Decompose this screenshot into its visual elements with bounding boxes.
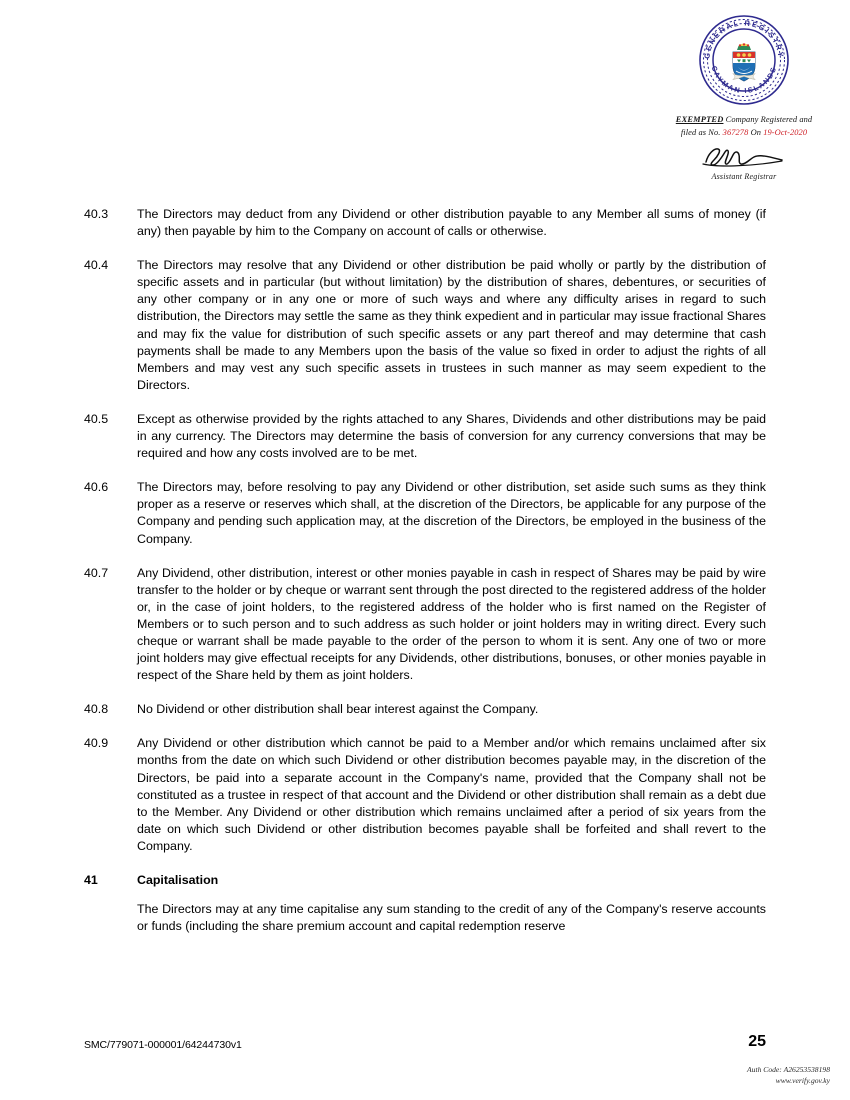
clause-number: 40.7 (84, 565, 109, 580)
stamp-on-label: On (748, 128, 764, 137)
clause-number: 40.8 (84, 702, 109, 717)
stamp-exempted-label: EXEMPTED (675, 115, 724, 124)
registry-seal-icon (692, 14, 796, 106)
stamp-registered-text: Company Registered and (723, 115, 813, 124)
assistant-registrar-caption: Assistant Registrar (711, 172, 777, 181)
verification-block (747, 1064, 830, 1086)
clause-text: Any Dividend or other distribution which cannot be paid to a Member and/or which remains unclaimed after six months from the date on which such Dividend or other distribution becomes payable may, in the discretion of the Directors, be paid into a separate account in the Company's name, provided that the Company shall not be constituted as a trustee in respect of that account and the Dividend or other distribution shall remain as a debt due to the Member. Any Dividend or other distribution which remains unclaimed after a period of six years from the date on which such Dividend or other distribution becomes payable shall be forfeited and shall revert to the Company. (137, 736, 766, 853)
document-body (84, 206, 766, 935)
clause-40-8 (84, 701, 766, 718)
registry-stamp-block (646, 14, 842, 181)
clause-40-9 (84, 735, 766, 855)
clause-text: Any Dividend, other distribution, interest or other monies payable in cash in respect of Shares may be paid by wire transfer to the holder or by cheque or warrant sent through the post directed to the registered address of the holder or, in the case of joint holders, to the registered address of the holder who is first named on the Register of Members or to such person and to such address as such holder or joint holders may in writing direct. Every such cheque or warrant shall be made payable to the order of the person to whom it is sent. Any one of two or more joint holders may give effectual receipts for any Dividends, other distributions, bonuses, or other monies payable in respect of the Share held by them as joint holders. (137, 565, 766, 683)
stamp-registration-number: 367278 (722, 128, 749, 137)
verify-url: www.verify.gov.ky (775, 1076, 830, 1085)
stamp-registered-line (646, 113, 842, 126)
stamp-filed-prefix: filed as No. (680, 128, 723, 137)
clause-40-4 (84, 257, 766, 394)
svg-text:CAYMAN ISLANDS: CAYMAN ISLANDS (709, 64, 779, 96)
auth-code: Auth Code: A26253538198 (747, 1065, 830, 1074)
stamp-filing-line (646, 126, 842, 139)
footer-document-reference: SMC/779071-000001/64244730v1 (84, 1039, 242, 1051)
section-heading-41 (84, 872, 766, 889)
page-number: 25 (748, 1033, 766, 1050)
stamp-registration-date: 19-Oct-2020 (763, 128, 808, 137)
clause-number: 40.3 (84, 207, 109, 221)
clause-40-7 (84, 565, 766, 685)
clause-text: The Directors may, before resolving to pay any Dividend or other distribution, set aside such sums as they think proper as a reserve or reserves which shall, at the discretion of the Directors, be applicable for any purpose of the Company and pending such application may, at the discretion of the Directors, be employed in the business of the Company. (137, 480, 766, 546)
section-number: 41 (84, 873, 98, 887)
clause-text: No Dividend or other distribution shall bear interest against the Company. (137, 702, 539, 717)
section-title: Capitalisation (137, 873, 219, 887)
svg-text:GENERAL REGISTRY: GENERAL REGISTRY (702, 18, 786, 60)
clause-text: The Directors may resolve that any Dividend or other distribution be paid wholly or partly by the distribution of specific assets and in particular (but without limitation) by the distribution of shares, debentures, or securities of any other company or in any one or more of such ways and where any difficulty arises in regard to such distribution, the Directors may settle the same as they think expedient and in particular may issue fractional Shares and may fix the value for distribution of such specific assets or any part thereof and may determine that cash payments shall be made to any Members upon the basis of the value so fixed in order to adjust the rights of all Members and may vest any such specific assets in trustees in such manner as may seem expedient to the Directors. (137, 258, 766, 392)
clause-number: 40.4 (84, 258, 109, 273)
clause-text: Except as otherwise provided by the rights attached to any Shares, Dividends and other distributions may be paid in any currency. The Directors may determine the basis of conversion for any currency conversions that may be required and how any costs involved are to be met. (137, 411, 766, 461)
clause-number: 40.5 (84, 411, 109, 426)
general-registry-seal (646, 14, 842, 106)
section-41-paragraph: The Directors may at any time capitalise any sum standing to the credit of any of the Company's reserve accounts or funds (including the share premium account and capital redemption reserve (137, 902, 766, 934)
clause-number: 40.9 (84, 736, 109, 751)
clause-text: The Directors may deduct from any Dividend or other distribution payable to any Member all sums of money (if any) then payable by him to the Company on account of calls or otherwise. (137, 207, 766, 239)
handwritten-signature-icon (698, 145, 790, 171)
registrar-signature (646, 145, 842, 171)
clause-40-3 (84, 206, 766, 240)
clause-40-5 (84, 411, 766, 462)
clause-number: 40.6 (84, 480, 109, 495)
clause-40-6 (84, 479, 766, 547)
